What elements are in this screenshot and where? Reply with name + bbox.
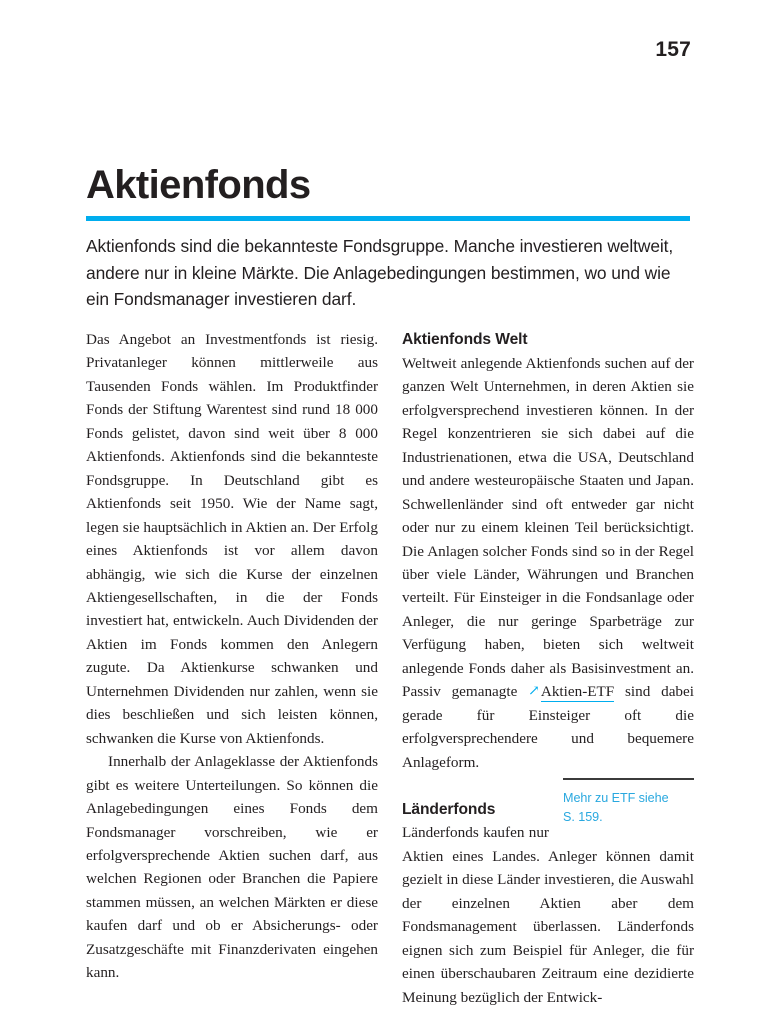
page-number: 157 [655, 38, 691, 61]
paragraph: Innerhalb der Anlageklasse der Aktienfonds gibt es weitere Unterteilungen. So können die Anlagebedingungen eines Fonds dem Fondsmanager vorschreiben, wie er erfolgversprechende Aktien suchen darf, aus welchen Regionen oder Branchen die Papiere stammen müssen, an welchen Märkten er diese kaufen darf und ob er Absicherungs- oder Zusatzgeschäfte mit Finanzderivaten eingehen kann. [86, 753, 378, 982]
section-heading-aktienfonds-welt: Aktienfonds Welt [402, 331, 528, 348]
headline-block [86, 163, 690, 221]
title-accent-rule [86, 216, 690, 221]
margin-note-line-1: Mehr zu ETF siehe [563, 790, 669, 805]
paragraph-aktienfonds-welt [402, 352, 694, 774]
section-heading-laenderfonds: Länderfonds [402, 800, 496, 818]
paragraph-laenderfonds: Länderfonds kaufen nur Aktien eines Landes. Anleger können damit gezielt in diese Länder investieren, die Auswahl der einzelnen Aktien aber dem Fondsmanagement überlassen. Länderfonds eignen sich zum Beispiel für Anleger, die für einen überschaubaren Zeitraum eine dezidierte Meinung bezüglich der Entwick- [402, 824, 694, 1006]
lead-paragraph: Aktienfonds sind die bekannteste Fondsgruppe. Manche investieren weltweit, andere nur in kleine Märkte. Die Anlagebedingungen bestimmen, wo und wie ein Fondsmanager investieren darf. [86, 236, 674, 309]
margin-note-line-2: S. 159. [563, 809, 603, 824]
page-title: Aktienfonds [86, 163, 311, 207]
margin-note-rule [563, 778, 694, 780]
margin-note [563, 778, 694, 827]
right-column [402, 328, 694, 1009]
arrow-up-right-icon: ↗ [528, 684, 540, 700]
paragraph-text-after-link: sind dabei gerade für Einsteiger oft die erfolgversprechendere und bequemere Anlageform. [402, 683, 694, 771]
body-columns [86, 328, 694, 1006]
paragraph-text-before-link: Weltweit anlegende Aktienfonds suchen auf der ganzen Welt Unternehmen, in deren Aktien sie erfolgversprechend investieren können. In der Regel konzentrieren sie sich dabei auf die Industrienationen, etwa die USA, Deutschland und andere westeuropäische Staaten und Japan. Schwellenländer sind oft entweder gar nicht oder nur zu einem kleinen Teil berücksichtigt. Die Anlagen solcher Fonds sind so in der Regel über viele Länder, Währungen und Branchen verteilt. Für Einsteiger in die Fondsanlage oder Anleger, die nur geringe Sparbeträge zur Verfügung haben, bieten sich weltweit anlegende Fonds daher als Basisinvestment an. Passiv gemanagte [402, 354, 694, 701]
left-column [86, 328, 378, 985]
cross-reference-link-aktien-etf[interactable]: Aktien-ETF [540, 683, 615, 701]
paragraph: Das Angebot an Investmentfonds ist riesig. Privatanleger können mittlerweile aus Tausenden Fonds wählen. Im Produktfinder Fonds der Stiftung Warentest sind rund 18 000 Fonds gelistet, davon sind weit über 8 000 Aktienfonds. Aktienfonds sind die bekannteste Fondsgruppe. In Deutschland gibt es Aktienfonds seit 1950. Wie der Name sagt, legen sie hauptsächlich in Aktien an. Der Erfolg eines Aktienfonds ist vor allem davon abhängig, wie sich die Kurse der einzelnen Aktiengesellschaften, in die der Fonds investiert hat, entwickeln. Auch Dividenden der Aktien im Fonds kommen den Anlegern zugute. Da Aktienkurse schwanken und Unternehmen Dividenden nur zahlen, wenn sie dies beschließen und sich leisten können, schwanken die Kurse von Aktienfonds. [86, 331, 378, 747]
margin-note-text [563, 789, 694, 827]
